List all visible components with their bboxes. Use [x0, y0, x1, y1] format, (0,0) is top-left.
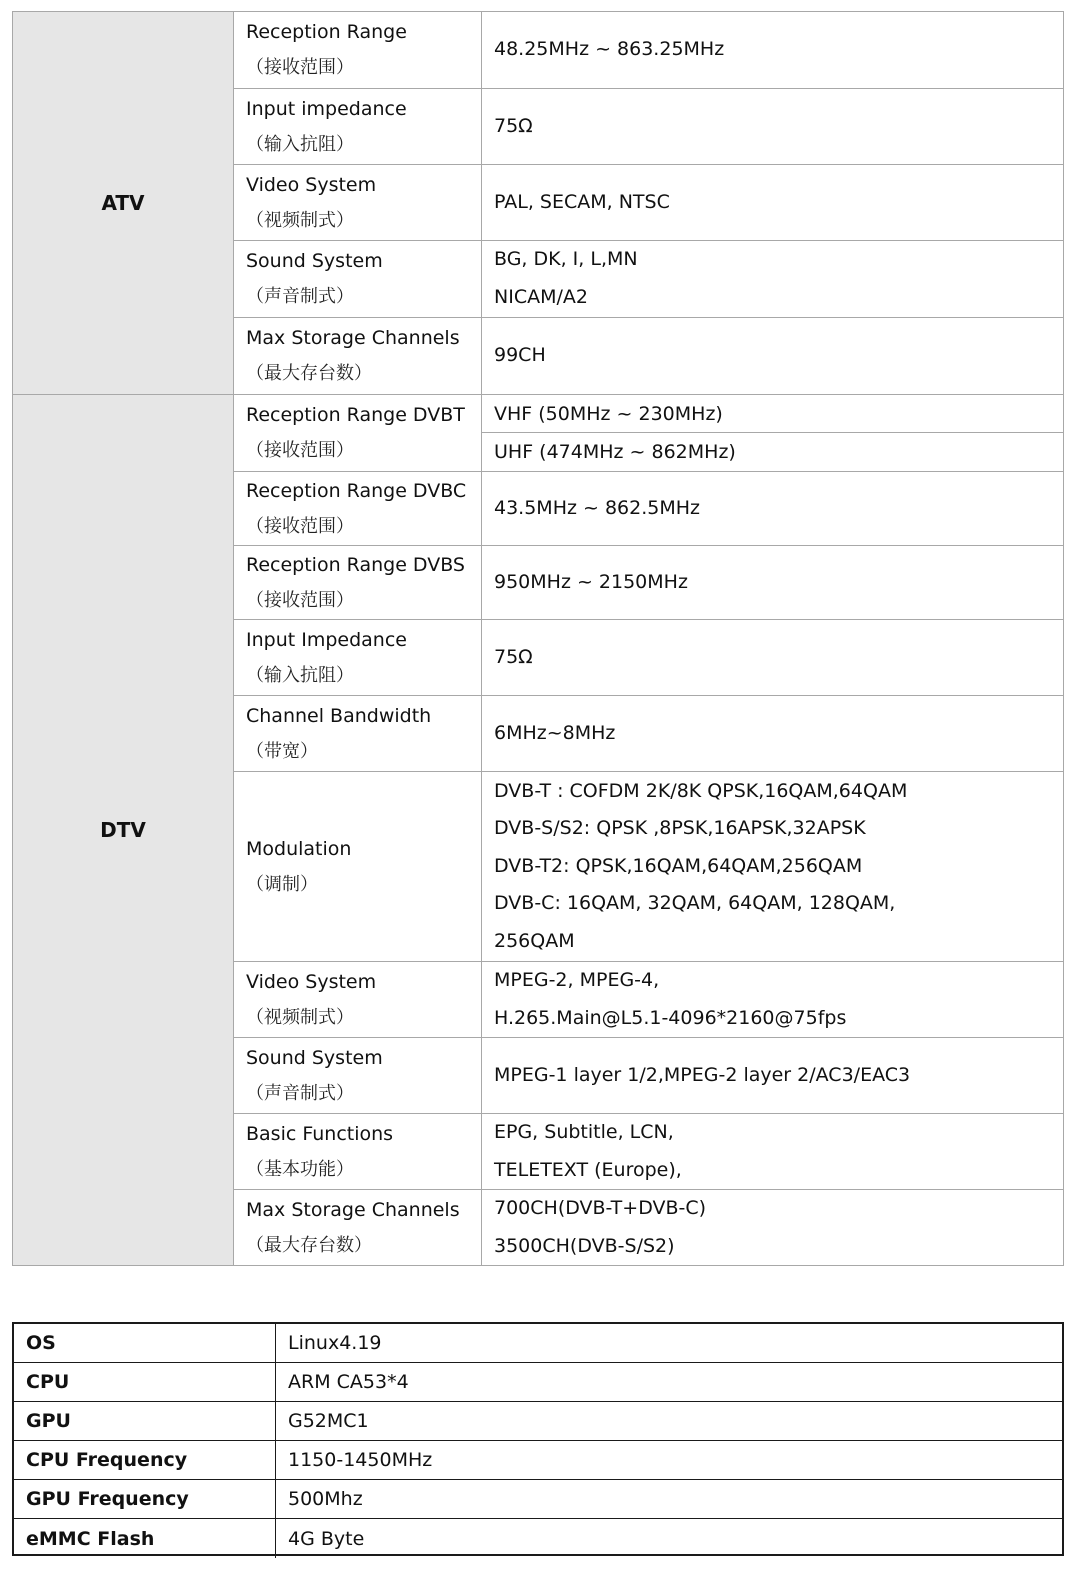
label-en: Modulation: [246, 837, 352, 860]
value-line: 700CH(DVB-T+DVB-C): [494, 1196, 707, 1219]
row-value: [482, 165, 1063, 240]
system-key: CPU: [14, 1363, 276, 1401]
dtv-row-channel-bandwidth: [234, 696, 1063, 772]
system-value: Linux4.19: [288, 1332, 382, 1354]
system-key: OS: [14, 1324, 276, 1362]
system-row-cpu: [14, 1363, 1062, 1402]
system-row-gpu-frequency: [14, 1480, 1062, 1519]
row-label: [234, 165, 482, 240]
dtv-row-reception-dvbs: [234, 546, 1063, 620]
label-en: Video System: [246, 173, 377, 196]
row-value: [482, 620, 1063, 695]
atv-row-input-impedance: [234, 89, 1063, 165]
label-en: Input impedance: [246, 97, 407, 120]
value-line: DVB-S/S2: QPSK ,8PSK,16APSK,32APSK: [494, 817, 866, 840]
label-en: Sound System: [246, 250, 383, 272]
row-value: [482, 241, 1063, 317]
label-cn: （输入抗阻）: [246, 133, 354, 155]
label-cn: （最大存台数）: [246, 1234, 372, 1256]
atv-row-reception-range: [234, 12, 1063, 89]
value-line: 6MHz~8MHz: [494, 721, 616, 744]
row-value: [482, 696, 1063, 771]
system-row-gpu: [14, 1402, 1062, 1441]
row-label: [234, 1114, 482, 1189]
dtv-row-video-system: [234, 962, 1063, 1038]
row-value: [482, 1190, 1063, 1265]
row-label: [234, 620, 482, 695]
row-value: [482, 1038, 1063, 1113]
value-line: DVB-T : COFDM 2K/8K QPSK,16QAM,64QAM: [494, 779, 908, 802]
label-en: Reception Range DVBC: [246, 479, 467, 502]
row-label: [234, 1038, 482, 1113]
value-line: 950MHz ~ 2150MHz: [494, 570, 688, 593]
system-value: G52MC1: [288, 1410, 369, 1432]
label-en: Max Storage Channels: [246, 327, 460, 349]
value-line: TELETEXT (Europe),: [494, 1158, 682, 1181]
label-en: Channel Bandwidth: [246, 704, 432, 727]
row-value: [482, 1114, 1063, 1189]
row-label: [234, 241, 482, 317]
atv-row-max-storage: [234, 318, 1063, 395]
row-value: [482, 12, 1063, 88]
label-cn: （接收范围）: [246, 589, 354, 611]
label-cn: （最大存台数）: [246, 363, 372, 384]
dtv-row-max-storage: [234, 1190, 1063, 1265]
system-key: GPU: [14, 1402, 276, 1440]
row-value: [482, 962, 1063, 1037]
row-value: [482, 318, 1063, 394]
value-line: EPG, Subtitle, LCN,: [494, 1120, 674, 1143]
row-label: [234, 962, 482, 1037]
value-line: MPEG-2, MPEG-4,: [494, 968, 660, 991]
row-value: [482, 546, 1063, 619]
label-cn: （调制）: [246, 873, 318, 895]
value-line: UHF (474MHz ~ 862MHz): [494, 441, 736, 463]
spec-table: [12, 11, 1064, 1266]
system-row-os: [14, 1324, 1062, 1363]
system-key: CPU Frequency: [14, 1441, 276, 1479]
value-line: BG, DK, I, L,MN: [494, 248, 638, 271]
label-cn: （接收范围）: [246, 515, 354, 537]
atv-row-sound-system: [234, 241, 1063, 318]
dtv-row-input-impedance: [234, 620, 1063, 696]
system-row-emmc-flash: [14, 1519, 1062, 1558]
label-en: Video System: [246, 970, 377, 993]
system-value: 1150-1450MHz: [288, 1449, 433, 1471]
label-en: Input Impedance: [246, 628, 407, 651]
value-line: H.265.Main@L5.1-4096*2160@75fps: [494, 1006, 847, 1029]
label-cn: （视频制式）: [246, 209, 354, 231]
label-cn: （基本功能）: [246, 1158, 354, 1180]
system-row-cpu-frequency: [14, 1441, 1062, 1480]
label-en: Basic Functions: [246, 1122, 394, 1145]
dtv-row-sound-system: [234, 1038, 1063, 1114]
value-line: 256QAM: [494, 929, 575, 952]
row-value: [482, 395, 1063, 471]
row-label: [234, 472, 482, 545]
label-cn: （声音制式）: [246, 286, 354, 307]
atv-row-video-system: [234, 165, 1063, 241]
system-key: GPU Frequency: [14, 1480, 276, 1518]
label-cn: （视频制式）: [246, 1006, 354, 1028]
label-en: Max Storage Channels: [246, 1198, 460, 1221]
dtv-row-modulation: [234, 772, 1063, 962]
value-line: 99CH: [494, 344, 546, 367]
system-value: 500Mhz: [288, 1488, 363, 1510]
label-cn: （带宽）: [246, 740, 318, 762]
row-label: [234, 12, 482, 88]
row-label: [234, 546, 482, 619]
label-cn: （接收范围）: [246, 440, 354, 461]
dtv-row-basic-functions: [234, 1114, 1063, 1190]
system-value: ARM CA53*4: [288, 1371, 409, 1393]
system-value: 4G Byte: [288, 1527, 365, 1550]
row-value: [482, 89, 1063, 164]
value-line: VHF (50MHz ~ 230MHz): [482, 395, 1063, 433]
value-line: DVB-C: 16QAM, 32QAM, 64QAM, 128QAM,: [494, 892, 896, 915]
label-en: Reception Range DVBS: [246, 553, 465, 576]
dtv-row-reception-dvbt: [234, 395, 1063, 472]
label-cn: （接收范围）: [246, 57, 354, 78]
row-value: [482, 772, 1063, 961]
row-label: [234, 89, 482, 164]
dtv-row-reception-dvbc: [234, 472, 1063, 546]
value-line: 43.5MHz ~ 862.5MHz: [494, 496, 701, 519]
system-key: eMMC Flash: [14, 1519, 276, 1558]
row-label: [234, 772, 482, 961]
label-cn: （声音制式）: [246, 1082, 354, 1104]
value-line: 3500CH(DVB-S/S2): [494, 1234, 675, 1257]
value-line: NICAM/A2: [494, 286, 588, 308]
row-label: [234, 1190, 482, 1265]
row-label: [234, 318, 482, 394]
row-label: [234, 696, 482, 771]
value-line: 75Ω: [494, 114, 533, 137]
category-dtv: DTV: [13, 395, 234, 1265]
label-cn: （输入抗阻）: [246, 664, 354, 686]
system-table: [12, 1322, 1064, 1556]
value-line: 48.25MHz ~ 863.25MHz: [494, 38, 725, 61]
row-label: [234, 395, 482, 471]
label-en: Reception Range: [246, 21, 407, 43]
value-line: DVB-T2: QPSK,16QAM,64QAM,256QAM: [494, 854, 863, 877]
label-en: Reception Range DVBT: [246, 404, 465, 426]
value-line: 75Ω: [494, 645, 533, 668]
category-atv: ATV: [13, 12, 234, 394]
value-line: MPEG-1 layer 1/2,MPEG-2 layer 2/AC3/EAC3: [494, 1063, 911, 1086]
label-en: Sound System: [246, 1046, 383, 1069]
value-line: PAL, SECAM, NTSC: [494, 190, 670, 213]
row-value: [482, 472, 1063, 545]
